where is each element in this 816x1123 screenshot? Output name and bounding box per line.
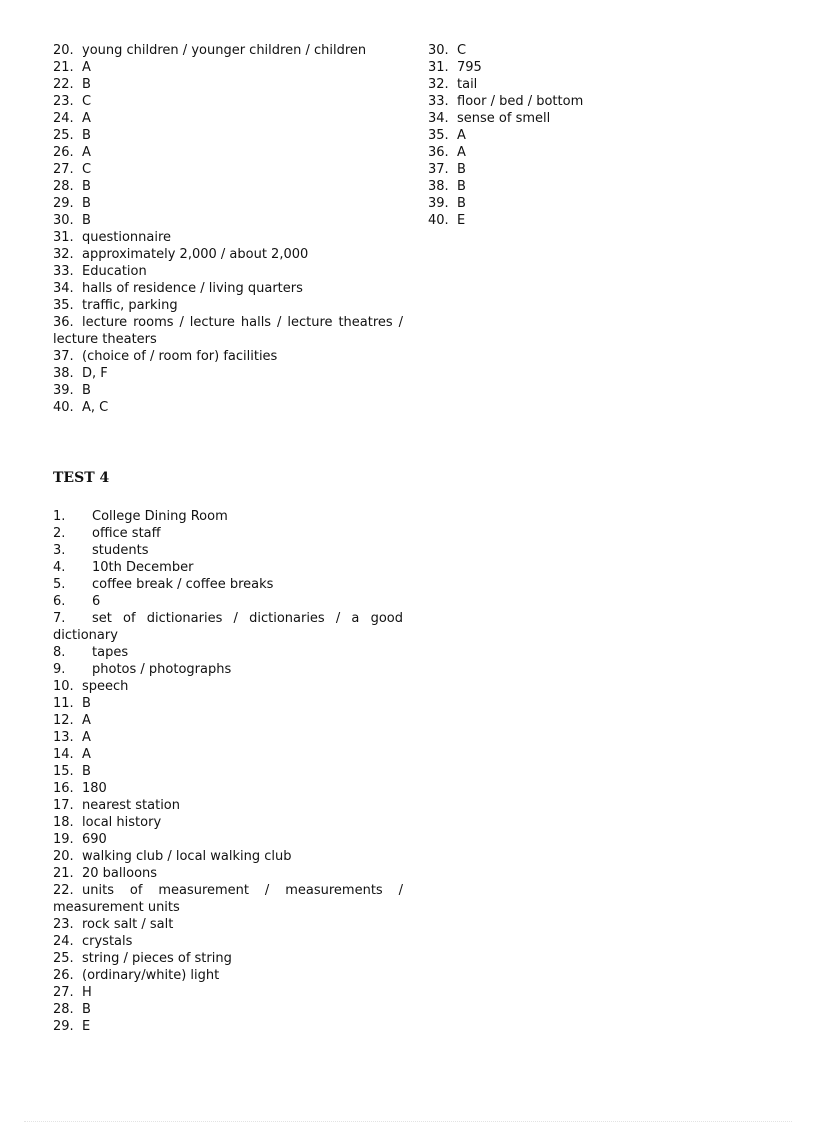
answer-number: 18.	[53, 815, 74, 830]
answer-number: 34.	[53, 281, 74, 296]
answer-number: 38.	[428, 179, 449, 194]
answer-number: 24.	[53, 934, 74, 949]
answer-number: 30.	[428, 43, 449, 58]
answer-number: 32.	[53, 247, 74, 262]
answer-item	[53, 678, 403, 695]
answer-item	[53, 916, 403, 933]
answer-text: A, C	[82, 400, 109, 415]
answer-text: halls of residence / living quarters	[82, 281, 303, 296]
answer-item	[53, 195, 403, 212]
answer-text: (ordinary/white) light	[82, 968, 220, 983]
answer-number: 12.	[53, 713, 74, 728]
answer-text: A	[82, 145, 91, 160]
answer-number: 4.	[53, 560, 66, 575]
answer-text: A	[457, 128, 466, 143]
answer-number: 29.	[53, 1019, 74, 1034]
answer-text: C	[457, 43, 467, 58]
answer-text: B	[82, 179, 91, 194]
answer-number: 33.	[428, 94, 449, 109]
answer-item	[53, 933, 403, 950]
answer-number: 22.	[53, 77, 74, 92]
answer-item	[428, 161, 728, 178]
answer-item	[53, 42, 403, 59]
answer-item	[53, 525, 403, 542]
answer-number: 39.	[53, 383, 74, 398]
answer-text: E	[457, 213, 466, 228]
answer-number: 23.	[53, 917, 74, 932]
answer-text: B	[82, 196, 91, 211]
answer-text: tail	[457, 77, 478, 92]
answer-text: B	[82, 383, 91, 398]
answer-item	[428, 59, 728, 76]
answer-item	[53, 729, 403, 746]
answer-item	[53, 882, 403, 916]
answer-number: 40.	[53, 400, 74, 415]
answer-number: 35.	[428, 128, 449, 143]
answer-number: 21.	[53, 60, 74, 75]
answer-item	[53, 797, 403, 814]
answer-text: set of dictionaries / dictionaries / a good dictionary	[53, 611, 403, 643]
answer-number: 20.	[53, 849, 74, 864]
answer-item	[53, 382, 403, 399]
answer-text: B	[457, 162, 466, 177]
answer-text: B	[457, 179, 466, 194]
answer-item	[53, 365, 403, 382]
answer-number: 22.	[53, 883, 74, 898]
answer-item	[53, 712, 403, 729]
answer-text: College Dining Room	[92, 509, 228, 524]
answer-text: traffic, parking	[82, 298, 178, 313]
answer-item	[428, 195, 728, 212]
answer-text: A	[82, 111, 91, 126]
answer-text: A	[82, 730, 91, 745]
answer-text: B	[82, 764, 91, 779]
answer-text: walking club / local walking club	[82, 849, 292, 864]
answer-text: B	[82, 77, 91, 92]
answer-item	[53, 542, 403, 559]
answer-number: 20.	[53, 43, 74, 58]
answer-number: 3.	[53, 543, 66, 558]
answer-number: 26.	[53, 968, 74, 983]
answer-number: 27.	[53, 985, 74, 1000]
answer-number: 35.	[53, 298, 74, 313]
answer-item	[53, 848, 403, 865]
answer-number: 39.	[428, 196, 449, 211]
answer-text: H	[82, 985, 92, 1000]
answer-number: 28.	[53, 179, 74, 194]
answer-item	[53, 348, 403, 365]
answer-text: 10th December	[92, 560, 194, 575]
answer-item	[53, 59, 403, 76]
answer-item	[428, 110, 728, 127]
answer-number: 31.	[53, 230, 74, 245]
answer-item	[428, 212, 728, 229]
answer-text: local history	[82, 815, 162, 830]
answer-text: rock salt / salt	[82, 917, 174, 932]
answer-text: young children / younger children / children	[82, 43, 367, 58]
answer-number: 19.	[53, 832, 74, 847]
answer-number: 37.	[53, 349, 74, 364]
answer-item	[53, 967, 403, 984]
test4-section	[53, 468, 403, 1035]
answer-text: C	[82, 162, 92, 177]
answer-item	[53, 246, 403, 263]
answer-text: crystals	[82, 934, 133, 949]
answer-text: 180	[82, 781, 107, 796]
answer-number: 8.	[53, 645, 66, 660]
answer-item	[53, 610, 403, 644]
answer-text: A	[82, 747, 91, 762]
answer-list-test3-right	[428, 42, 728, 229]
page-divider	[24, 1121, 792, 1122]
answer-item	[53, 865, 403, 882]
answer-list-test3-left	[53, 42, 403, 416]
answer-item	[428, 178, 728, 195]
answer-number: 7.	[53, 611, 66, 626]
answer-number: 10.	[53, 679, 74, 694]
answer-number: 21.	[53, 866, 74, 881]
answer-number: 1.	[53, 509, 66, 524]
answer-text: A	[457, 145, 466, 160]
answer-text: A	[82, 713, 91, 728]
answer-item	[53, 695, 403, 712]
answer-item	[53, 814, 403, 831]
answer-item	[53, 746, 403, 763]
answer-number: 6.	[53, 594, 66, 609]
answer-number: 33.	[53, 264, 74, 279]
answer-text: floor / bed / bottom	[457, 94, 584, 109]
answer-item	[428, 93, 728, 110]
answer-number: 29.	[53, 196, 74, 211]
answer-item	[428, 76, 728, 93]
answer-item	[428, 144, 728, 161]
answer-text: questionnaire	[82, 230, 172, 245]
answer-number: 32.	[428, 77, 449, 92]
answer-text: 6	[92, 594, 101, 609]
answer-item	[53, 263, 403, 280]
answer-item	[53, 161, 403, 178]
section-heading: TEST 4	[53, 470, 110, 486]
answer-number: 30.	[53, 213, 74, 228]
answer-text: B	[82, 1002, 91, 1017]
answer-item	[53, 644, 403, 661]
answer-text: (choice of / room for) facilities	[82, 349, 278, 364]
answer-text: string / pieces of string	[82, 951, 232, 966]
answer-item	[428, 42, 728, 59]
answer-text: B	[82, 128, 91, 143]
answer-text: B	[457, 196, 466, 211]
answer-text: A	[82, 60, 91, 75]
answer-text: B	[82, 213, 91, 228]
answer-number: 23.	[53, 94, 74, 109]
answer-number: 36.	[53, 315, 74, 330]
answer-item	[53, 229, 403, 246]
answer-number: 11.	[53, 696, 74, 711]
answer-item	[53, 661, 403, 678]
answer-text: office staff	[92, 526, 161, 541]
answer-text: sense of smell	[457, 111, 551, 126]
answer-item	[53, 280, 403, 297]
answer-text: lecture rooms / lecture halls / lecture theatres / lecture theaters	[53, 315, 403, 347]
answer-text: 690	[82, 832, 107, 847]
answer-number: 16.	[53, 781, 74, 796]
answer-text: approximately 2,000 / about 2,000	[82, 247, 309, 262]
answer-item	[53, 127, 403, 144]
answer-item	[53, 593, 403, 610]
answer-text: E	[82, 1019, 91, 1034]
answer-number: 36.	[428, 145, 449, 160]
answer-item	[53, 576, 403, 593]
answer-number: 13.	[53, 730, 74, 745]
answer-number: 27.	[53, 162, 74, 177]
answer-item	[53, 763, 403, 780]
answer-item	[53, 508, 403, 525]
answer-number: 17.	[53, 798, 74, 813]
answer-number: 5.	[53, 577, 66, 592]
answer-number: 28.	[53, 1002, 74, 1017]
answer-text: C	[82, 94, 92, 109]
answer-item	[53, 76, 403, 93]
answer-number: 25.	[53, 951, 74, 966]
answer-item	[53, 559, 403, 576]
answer-item	[53, 297, 403, 314]
answer-number: 40.	[428, 213, 449, 228]
answer-item	[53, 780, 403, 797]
answer-text: nearest station	[82, 798, 181, 813]
answer-item	[53, 178, 403, 195]
answer-list-test4	[53, 508, 403, 1035]
answer-number: 9.	[53, 662, 66, 677]
answer-number: 38.	[53, 366, 74, 381]
answer-text: units of measurement / measurements / measurement units	[53, 883, 403, 915]
answer-number: 24.	[53, 111, 74, 126]
answer-item	[53, 110, 403, 127]
answer-item	[53, 950, 403, 967]
answer-item	[428, 127, 728, 144]
answer-number: 15.	[53, 764, 74, 779]
answer-number: 2.	[53, 526, 66, 541]
answer-text: coffee break / coffee breaks	[92, 577, 274, 592]
answer-text: speech	[82, 679, 129, 694]
answer-text: Education	[82, 264, 147, 279]
answer-item	[53, 1018, 403, 1035]
answer-item	[53, 93, 403, 110]
answer-number: 31.	[428, 60, 449, 75]
answer-number: 25.	[53, 128, 74, 143]
answer-item	[53, 831, 403, 848]
answer-item	[53, 984, 403, 1001]
answer-number: 26.	[53, 145, 74, 160]
answer-item	[53, 212, 403, 229]
answer-text: 20 balloons	[82, 866, 158, 881]
answer-text: tapes	[92, 645, 129, 660]
answer-item	[53, 314, 403, 348]
answer-number: 37.	[428, 162, 449, 177]
answer-item	[53, 1001, 403, 1018]
answer-text: D, F	[82, 366, 108, 381]
answer-text: students	[92, 543, 149, 558]
answer-number: 14.	[53, 747, 74, 762]
answer-text: B	[82, 696, 91, 711]
answer-text: photos / photographs	[92, 662, 232, 677]
answer-number: 34.	[428, 111, 449, 126]
answer-text: 795	[457, 60, 482, 75]
answer-item	[53, 399, 403, 416]
answer-item	[53, 144, 403, 161]
